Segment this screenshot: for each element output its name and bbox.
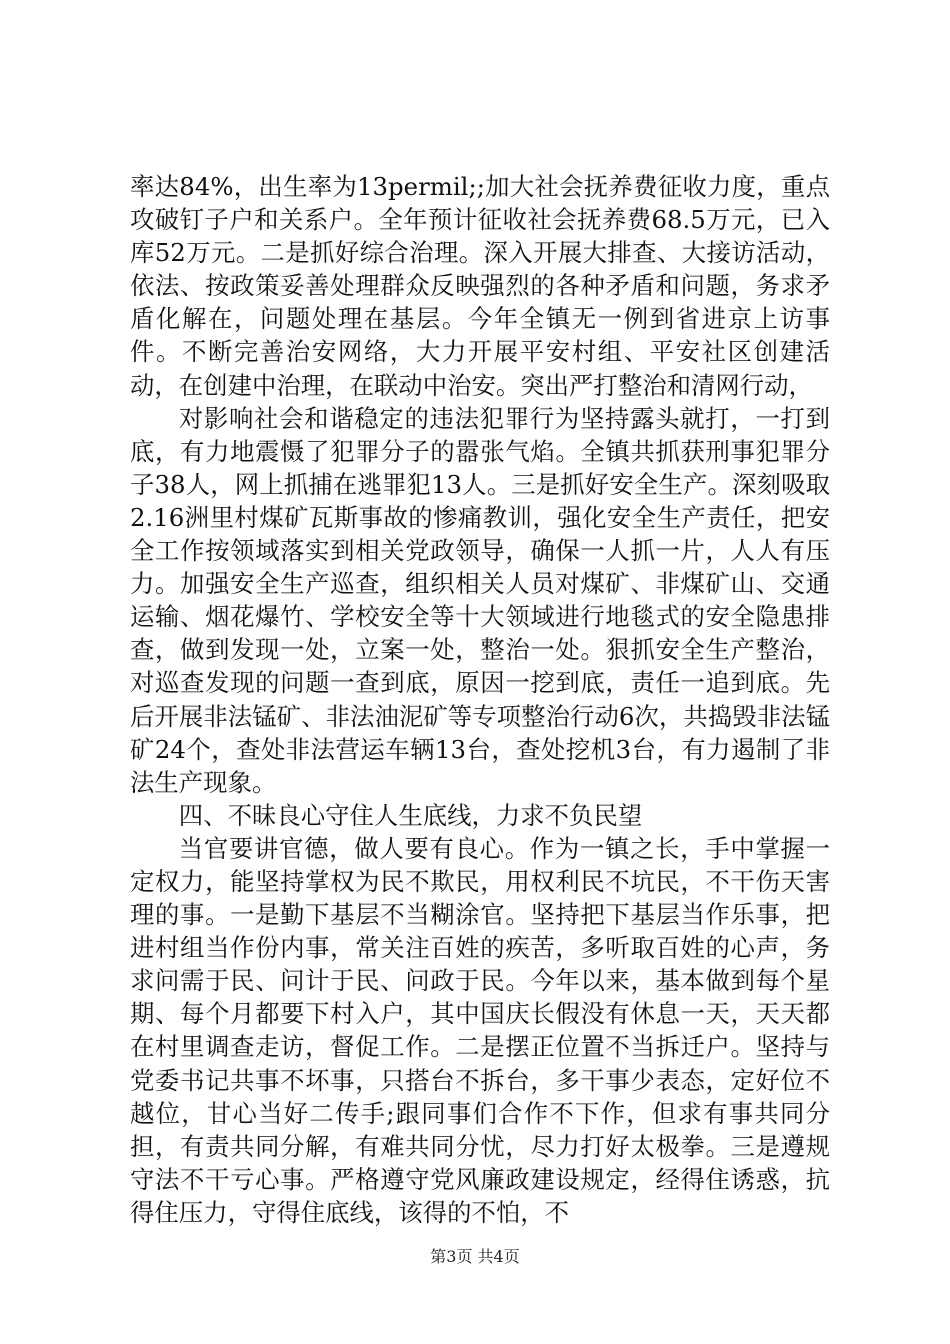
page-footer: 第3页 共4页	[430, 1247, 520, 1266]
paragraph-security-production: 对影响社会和谐稳定的违法犯罪行为坚持露头就打，一打到底，有力地震慑了犯罪分子的嚣张气焰。全镇共抓获刑事犯罪分子38人，网上抓捕在逃罪犯13人。三是抓好安全生产。深刻吸取2.16洲里村煤矿瓦斯事故的惨痛教训，强化安全生产责任，把安全工作按领域落实到相关党政领导，确保一人抓一片，人人有压力。加强安全生产巡查，组织相关人员对煤矿、非煤矿山、交通运输、烟花爆竹、学校安全等十大领域进行地毯式的安全隐患排查，做到发现一处，立案一处，整治一处。狠抓安全生产整治，对巡查发现的问题一查到底，原因一挖到底，责任一追到底。先后开展非法锰矿、非法油泥矿等专项整治行动6次，共捣毁非法锰矿24个，查处非法营运车辆13台，查处挖机3台，有力遏制了非法生产现象。	[130, 403, 830, 797]
document-body	[130, 170, 830, 1229]
paragraph-official-ethics: 当官要讲官德，做人要有良心。作为一镇之长，手中掌握一定权力，能坚持掌权为民不欺民，用权利民不坑民，不干伤天害理的事。一是勤下基层不当糊涂官。坚持把下基层当作乐事，把进村组当作份内事，常关注百姓的疾苦，多听取百姓的心声，务求问需于民、问计于民、问政于民。今年以来，基本做到每个星期、每个月都要下村入户，其中国庆长假没有休息一天，天天都在村里调查走访，督促工作。二是摆正位置不当拆迁户。坚持与党委书记共事不坏事，只搭台不拆台，多干事少表态，定好位不越位，甘心当好二传手;跟同事们合作不下作，但求有事共同分担，有责共同分解，有难共同分忧，尽力打好太极拳。三是遵规守法不干亏心事。严格遵守党风廉政建设规定，经得住诱惑，抗得住压力，守得住底线，该得的不怕，不	[130, 833, 830, 1227]
section-heading: 四、不昧良心守住人生底线，力求不负民望	[178, 800, 643, 830]
paragraph-continuation: 率达84%，出生率为13permil;;加大社会抚养费征收力度，重点攻破钉子户和关系户。全年预计征收社会抚养费68.5万元，已入库52万元。二是抓好综合治理。深入开展大排查、大接访活动，依法、按政策妥善处理群众反映强烈的各种矛盾和问题，务求矛盾化解在，问题处理在基层。今年全镇无一例到省进京上访事件。不断完善治安网络，大力开展平安村组、平安社区创建活动，在创建中治理，在联动中治安。突出严打整治和清网行动，	[130, 172, 830, 400]
